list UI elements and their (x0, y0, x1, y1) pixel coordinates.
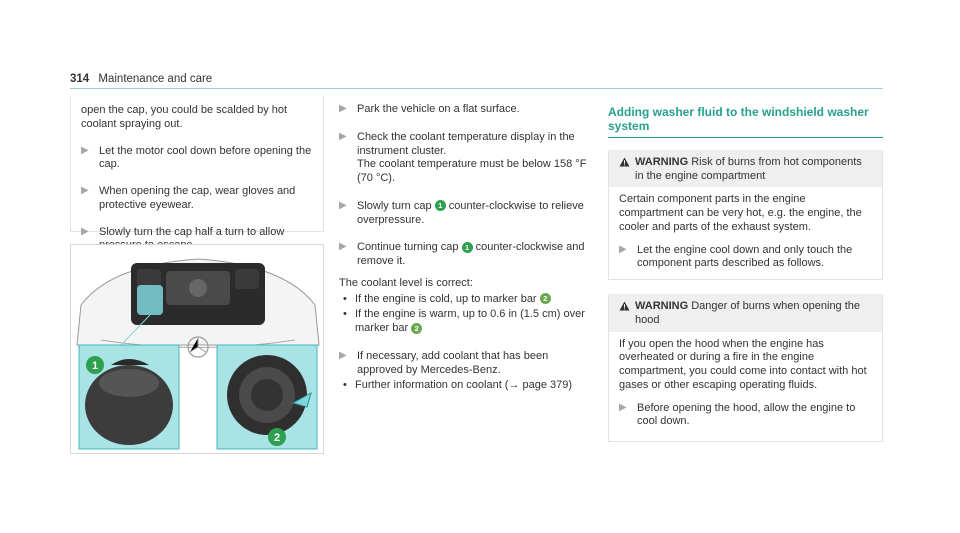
step-arrow-icon: ▶ (619, 243, 627, 255)
callout-1-badge: 1 (435, 200, 446, 211)
chapter-title: Maintenance and care (98, 73, 213, 85)
warning-header (609, 150, 882, 188)
warning-triangle-icon (619, 156, 635, 172)
list-item (339, 293, 595, 307)
step-arrow-icon: ▶ (81, 225, 89, 237)
page-reference-arrow-icon: → (508, 379, 520, 392)
warning-body-text: Certain component parts in the engine compartment can be very hot, e.g. the engine, the cooler and parts of the exhaust system. (619, 193, 862, 233)
step-arrow-icon: ▶ (339, 130, 347, 142)
step-text: Slowly turn the cap half a turn to allow (99, 225, 285, 238)
further-info-text: Further information on coolant ( (355, 379, 509, 392)
section-title: Adding washer fluid to the windshield washer system (608, 105, 869, 134)
warning-label: WARNING (635, 300, 689, 313)
warning-label: WARNING (635, 155, 689, 168)
engine-compartment-drawing (71, 245, 324, 454)
warning-headline: Risk of burns from hot components in the engine compartment (635, 155, 862, 182)
step-arrow-icon: ▶ (339, 349, 347, 361)
bullet-icon: • (343, 308, 347, 321)
coolant-procedure (339, 96, 595, 393)
warning-lead-text: open the cap, you could be scalded by hot coolant spraying out. (81, 104, 288, 130)
warning-headline: Danger of burns when opening the hood (635, 300, 861, 326)
list-item (339, 308, 595, 336)
bullet-text: If the engine is warm, up to 0.6 in (1.5 cm) over marker bar (355, 308, 585, 334)
step-item (339, 103, 595, 117)
header-divider (70, 88, 883, 89)
callout-2-badge: 2 (411, 323, 422, 334)
washer-fluid-section (608, 96, 883, 442)
step-item (81, 145, 313, 173)
step-arrow-icon: ▶ (81, 144, 89, 156)
step-text: Continue turning cap (357, 241, 459, 254)
step-text: Let the motor cool down before opening the cap. (99, 144, 312, 171)
bullet-text: If the engine is cold, up to marker bar (355, 292, 537, 305)
step-text: When opening the cap, wear gloves and protective eyewear. (99, 185, 296, 211)
bullet-icon: • (343, 379, 347, 392)
engine-coolant-illustration (70, 244, 324, 454)
page-reference-link[interactable]: page 379) (519, 379, 573, 392)
illustration-callout-1: 1 (91, 360, 99, 372)
step-text: Check the coolant temperature display in the instrument cluster. (357, 130, 575, 157)
step-item (81, 185, 313, 213)
callout-2-badge: 2 (540, 293, 551, 304)
step-note: The coolant temperature must be below 158 °F (70 °C). (357, 158, 587, 184)
step-text: Slowly turn cap (357, 199, 432, 212)
level-intro: The coolant level is correct: (339, 276, 473, 289)
step-text: counter-clockwise to relieve overpressure. (357, 199, 584, 226)
warning-box-hood (608, 294, 883, 442)
warning-continuation-box (70, 96, 324, 238)
step-arrow-icon: ▶ (619, 401, 627, 413)
step-item (339, 350, 595, 378)
step-item (619, 402, 872, 430)
illustration-callout-2: 2 (273, 432, 281, 444)
step-text: Park the vehicle on a flat surface. (357, 103, 520, 115)
step-arrow-icon: ▶ (339, 199, 347, 211)
warning-header (609, 294, 882, 332)
step-item (339, 131, 595, 186)
step-arrow-icon: ▶ (339, 103, 347, 114)
warning-triangle-icon (619, 300, 635, 316)
step-text: If necessary, add coolant that has been approved by Mercedes-Benz. (357, 349, 549, 376)
step-text: Let the engine cool down and only touch the component parts described as follows. (637, 243, 853, 270)
warning-box-burns (608, 150, 883, 280)
step-text: counter-clockwise and remove it. (357, 241, 585, 267)
bullet-icon: • (343, 292, 347, 305)
step-text: Before opening the hood, allow the engine to cool down. (637, 401, 856, 428)
page-number: 314 (70, 73, 90, 85)
step-item (339, 200, 595, 228)
section-divider (608, 137, 883, 138)
step-item (339, 241, 595, 269)
page-header (70, 72, 212, 86)
step-item (619, 244, 872, 272)
step-arrow-icon: ▶ (81, 185, 89, 196)
warning-body-text: If you open the hood when the engine has overheated or during a fire in the engine compartment, you could come into contact with hot gases or other escaping operating fluids. (619, 337, 867, 391)
list-item (339, 379, 595, 393)
step-arrow-icon: ▶ (339, 241, 347, 253)
callout-1-badge: 1 (462, 242, 473, 253)
